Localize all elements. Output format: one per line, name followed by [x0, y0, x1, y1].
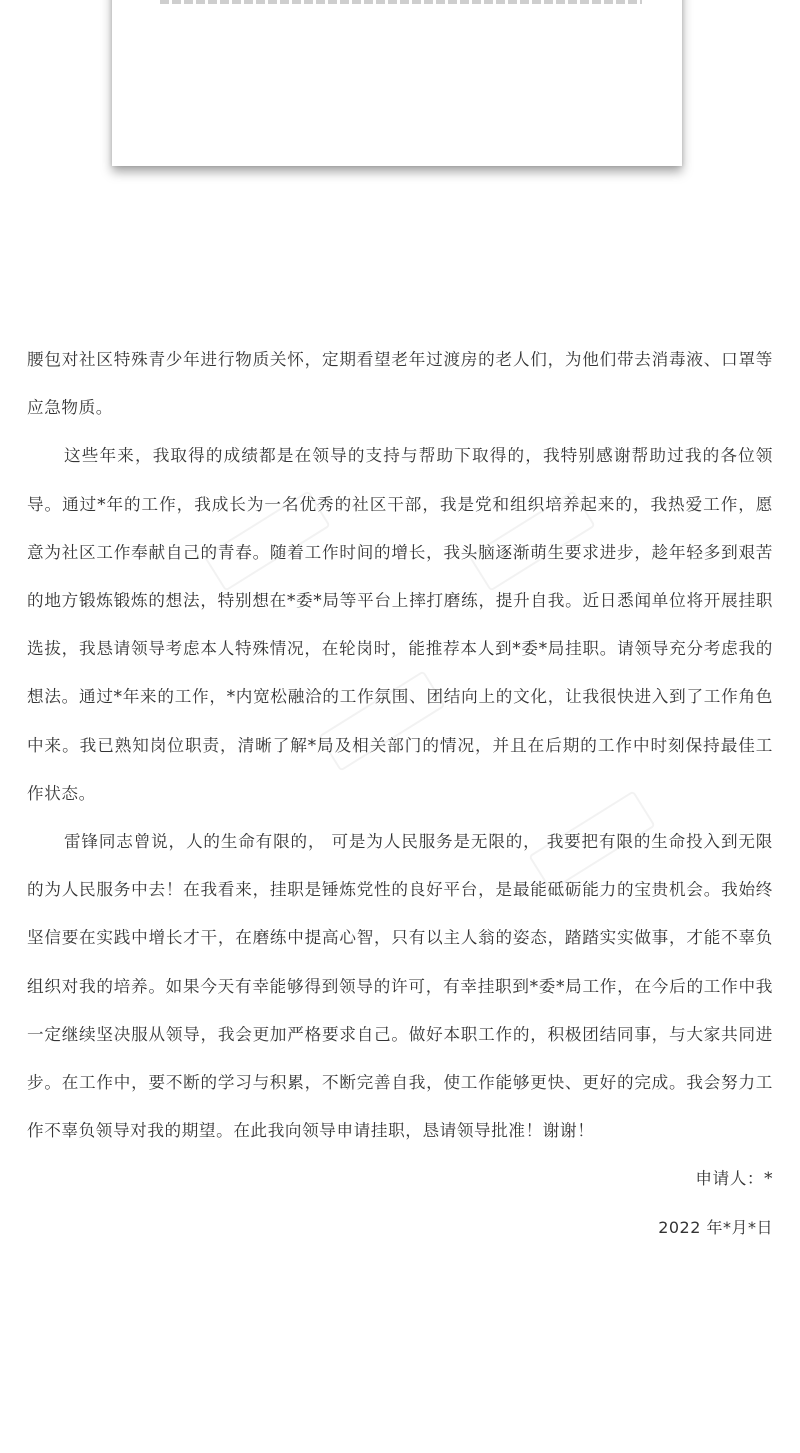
document-body [27, 336, 773, 1252]
signature-date: 2022 年*月*日 [658, 1217, 773, 1237]
paragraph-3: 雷锋同志曾说，人的生命有限的， 可是为人民服务是无限的， 我要把有限的生命投入到无限的为人民服务中去！在我看来，挂职是锤炼党性的良好平台，是最能砥砺能力的宝贵机会。我始终坚信要在实践中增长才干，在磨练中提高心智，只有以主人翁的姿态，踏踏实实做事，才能不辜负组织对我的培养。如果今天有幸能够得到领导的许可，有幸挂职到*委*局工作，在今后的工作中我一定继续坚决服从领导，我会更加严格要求自己。做好本职工作的，积极团结同事，与大家共同进步。在工作中，要不断的学习与积累，不断完善自我，使工作能够更快、更好的完成。我会努力工作不辜负领导对我的期望。在此我向领导申请挂职，恳请领导批准！谢谢！ [27, 832, 773, 1141]
applicant-signature: 申请人：* [695, 1169, 773, 1189]
paragraph-1: 腰包对社区特殊青少年进行物质关怀，定期看望老年过渡房的老人们，为他们带去消毒液、口罩等应急物质。 [27, 350, 773, 418]
previous-page-text-fragment [160, 0, 642, 4]
paragraph-2: 这些年来，我取得的成绩都是在领导的支持与帮助下取得的，我特别感谢帮助过我的各位领导。通过*年的工作，我成长为一名优秀的社区干部，我是党和组织培养起来的，我热爱工作，愿意为社区工作奉献自己的青春。随着工作时间的增长，我头脑逐渐萌生要求进步，趁年轻多到艰苦的地方锻炼锻炼的想法，特别想在*委*局等平台上摔打磨练，提升自我。近日悉闻单位将开展挂职选拔，我恳请领导考虑本人特殊情况，在轮岗时，能推荐本人到*委*局挂职。请领导充分考虑我的想法。通过*年来的工作，*内宽松融洽的工作氛围、团结向上的文化，让我很快进入到了工作角色中来。我已熟知岗位职责，清晰了解*局及相关部门的情况，并且在后期的工作中时刻保持最佳工作状态。 [27, 446, 773, 803]
previous-page-card [112, 0, 682, 166]
